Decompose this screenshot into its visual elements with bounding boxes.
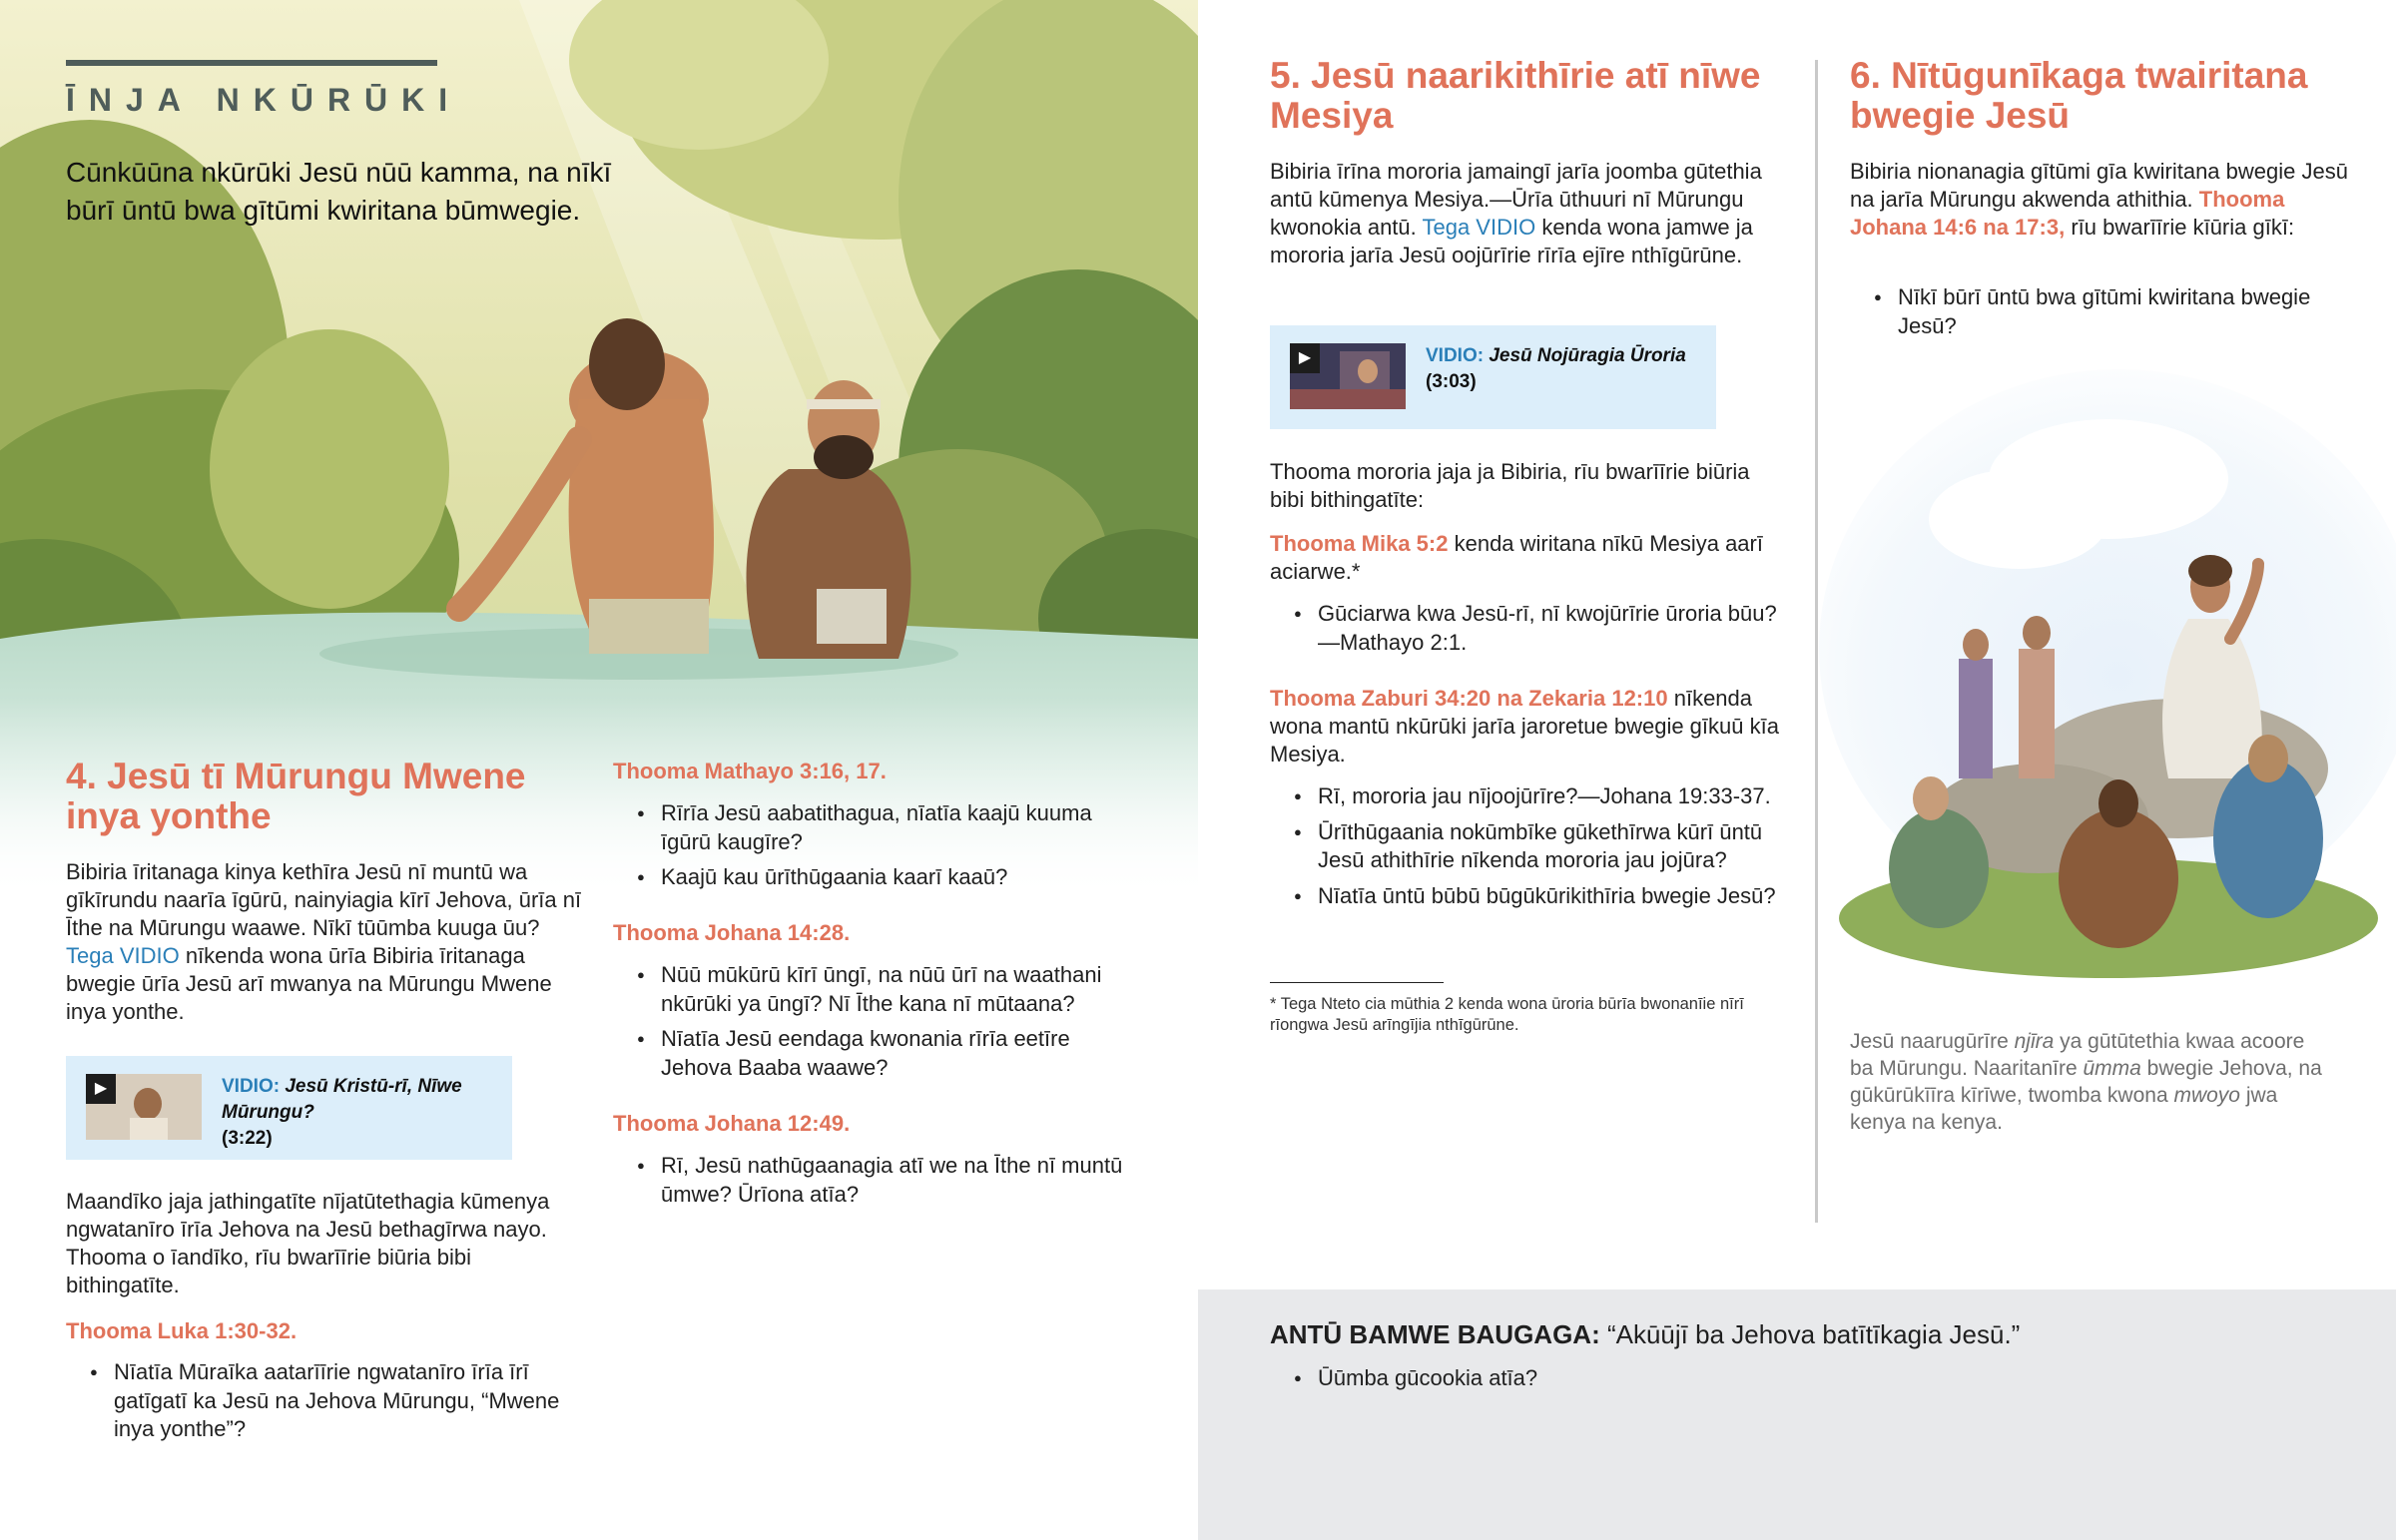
caption-italic: njīra — [2014, 1030, 2055, 1053]
video-title: Jesū Kristū-rī, Nīwe Mūrungu? — [222, 1076, 462, 1123]
question-item: ● Rīrīa Jesū aabatithagua, nīatīa kaajū kuuma īgūrū kaugīre? — [613, 799, 1132, 856]
video-label — [222, 1074, 512, 1152]
mika-questions — [1270, 600, 1789, 664]
question-item: ● Gūciarwa kwa Jesū-rī, nī kwojūrīrie ūroria būu?—Mathayo 2:1. — [1270, 600, 1789, 657]
video-duration: (3:03) — [1426, 371, 1477, 392]
section-4-para-text: Bibiria īritanaga kinya kethīra Jesū nī muntū wa gīkīrundu naarīa īgūrū, nainyiagia kīrī Jehova, ūrīa nī Īthe na Mūrungu waawe. Nīkī tūūmba kuuga ūu? — [66, 859, 582, 940]
question-item: ● Nīatīa ūntū būbū būgūkūrikithīria bwegie Jesū? — [1270, 882, 1789, 911]
caption-text: bwegie Jehova, na gūkūrūkīīra kīrīwe, twomba kwona — [1850, 1057, 2322, 1107]
video-card-jesus-god[interactable] — [66, 1056, 512, 1160]
johana-14-28-questions — [613, 961, 1132, 1089]
section-6-para-text: Bibiria nionanagia gītūmi gīa kwiritana bwegie Jesū na jarīa Mūrungu akwenda athithia. — [1850, 159, 2348, 212]
section-6-para-text-2: rīu bwarīīrie kīūria gīkī: — [2065, 215, 2295, 240]
video-card-prophecy[interactable] — [1270, 325, 1716, 429]
caption-text: Jesū naarugūrīre — [1850, 1030, 2015, 1053]
some-people-say-quote: “Akūūjī ba Jehova batītīkagia Jesū.” — [1599, 1319, 2021, 1349]
teaching-illustration — [1819, 349, 2396, 998]
section-4-paragraph — [66, 858, 585, 1026]
section-6-title-wrap — [1850, 56, 2349, 136]
caption-italic: mwoyo — [2173, 1084, 2240, 1107]
column-divider — [1815, 60, 1818, 1223]
video-duration: (3:22) — [222, 1128, 273, 1149]
question-item: ● Nīkī būrī ūntū bwa gītūmi kwiritana bwegie Jesū? — [1850, 283, 2349, 340]
mathayo-questions — [613, 799, 1132, 899]
question-item: ● Rī, mororia jau nījoojūrīre?—Johana 19:33-37. — [1270, 782, 1789, 811]
ref-mika[interactable]: Thooma Mika 5:2 — [1270, 531, 1449, 556]
section-5-para-text-2: kenda wona jamwe ja mororia jarīa Jesū oojūrīrie rīrīa ejīre nthīgūrūne. — [1270, 215, 1753, 267]
section-4-para-text-2: nīkenda wona ūrīa Bibiria īritanaga bwegie ūrīa Jesū arī mwanya na Mūrungu Mwene inya yonthe. — [66, 943, 552, 1024]
ref-luka[interactable]: Thooma Luka 1:30-32. — [66, 1318, 298, 1343]
video-prefix: VIDIO: — [1426, 345, 1485, 366]
play-icon[interactable]: ▶ — [86, 1074, 116, 1104]
caption-italic: ūmma — [2083, 1057, 2141, 1080]
section-5-paragraph-2: Thooma mororia jaja ja Bibiria, rīu bwarīīrie biūria bibi bithingatīte: — [1270, 459, 1750, 512]
section-5-title: 5. Jesū naarikithīrie atī nīwe Mesiya — [1270, 55, 1761, 136]
section-5-para-text: Bibiria īrīna mororia jamaingī jarīa joomba gūtethia antū kūmenya Mesiya.—Ūrīa ūthuuri nī Mūrungu kwonokia antū. — [1270, 159, 1762, 240]
section-6-paragraph — [1850, 158, 2349, 242]
mika-line — [1270, 530, 1789, 586]
footer-questions — [1270, 1364, 2069, 1400]
ref-zaburi-zekaria[interactable]: Thooma Zaburi 34:20 na Zekaria 12:10 — [1270, 686, 1668, 711]
section-4-title: 4. Jesū tī Mūrungu Mwene inya yonthe — [66, 756, 526, 836]
ref-johana-14-6[interactable]: Thooma Johana 14:6 na 17:3, — [1850, 187, 2285, 240]
video-prefix: VIDIO: — [222, 1076, 281, 1097]
johana-12-49-questions — [613, 1152, 1132, 1216]
some-people-say-label: ANTŪ BAMWE BAUGAGA: — [1270, 1319, 1600, 1349]
zaburi-questions — [1270, 782, 1789, 917]
footnote-rule — [1270, 982, 1444, 983]
section-5-title-wrap — [1270, 56, 1789, 136]
question-item: ● Nīatīa Mūraīka aatarīīrie ngwatanīro īrīa īrī gatīgatī ka Jesū na Jehova Mūrungu, “Mwene inya yonthe”? — [66, 1358, 585, 1444]
kicker-rule — [66, 60, 437, 66]
video-label — [1426, 343, 1686, 395]
intro-text: Cūnkūūna nkūrūki Jesū nūū kamma, na nīkī būrī ūntū bwa gītūmi kwiritana būmwegie. — [66, 157, 612, 226]
section-6-title: 6. Nītūgunīkaga twairitana bwegie Jesū — [1850, 55, 2308, 136]
ref-mathayo[interactable]: Thooma Mathayo 3:16, 17. — [613, 759, 887, 783]
section-5-video-link[interactable]: Tega VIDIO — [1422, 215, 1536, 240]
luka-questions — [66, 1358, 585, 1451]
mika-text: kenda wiritana nīkū Mesiya aarī aciarwe.* — [1270, 531, 1763, 584]
illustration-caption — [1850, 1028, 2329, 1136]
section-5-paragraph — [1270, 158, 1789, 269]
video-title: Jesū Nojūragia Ūroria — [1489, 345, 1686, 366]
zaburi-text: nīkenda wona mantū nkūrūki jarīa jaroretue bwegie gīkuū kīa Mesiya. — [1270, 686, 1779, 767]
question-item: ● Nīatīa Jesū eendaga kwonania rīrīa eetīre Jehova Baaba waawe? — [613, 1025, 1132, 1082]
section-kicker: ĪNJA NKŪRŪKI — [66, 82, 462, 118]
question-item: ● Nūū mūkūrū kīrī ūngī, na nūū ūrī na waathani nkūrūki ya ūngī? Nī Īthe kana nī mūtaana? — [613, 961, 1132, 1018]
caption-text: ya gūtūtethia kwaa acoore ba Mūrungu. Naaritanīre — [1850, 1030, 2305, 1080]
section-6-questions — [1850, 283, 2349, 347]
footnote: * Tega Nteto cia mūthia 2 kenda wona ūroria būrīa bwonanīie nīrī rīongwa Jesū arīngījia nthīgūrūne. — [1270, 995, 1744, 1034]
section-4-paragraph-2: Maandīko jaja jathingatīte nījatūtethagia kūmenya ngwatanīro īrīa Jehova na Jesū bethagīrwa nayo. Thooma o īandīko, rīu bwarīīrie biūria bibi bithingatīte. — [66, 1189, 550, 1297]
ref-johana-12-49[interactable]: Thooma Johana 12:49. — [613, 1111, 851, 1136]
question-item: ● Ūūmba gūcookia atīa? — [1270, 1364, 2069, 1393]
caption-text: jwa kenya na kenya. — [1850, 1084, 2278, 1134]
some-people-say-line — [1270, 1317, 2348, 1351]
question-item: ● Ūrīthūgaania nokūmbīke gūkethīrwa kūrī ūntū Jesū athithīrie nīkenda mororia jau jojūra? — [1270, 818, 1789, 875]
play-icon[interactable]: ▶ — [1290, 343, 1320, 373]
ref-johana-14-28[interactable]: Thooma Johana 14:28. — [613, 920, 851, 945]
section-4-video-link[interactable]: Tega VIDIO — [66, 943, 180, 968]
question-item: ● Kaajū kau ūrīthūgaania kaarī kaaū? — [613, 863, 1132, 892]
question-item: ● Rī, Jesū nathūgaanagia atī we na Īthe nī muntū ūmwe? Ūrīona atīa? — [613, 1152, 1132, 1209]
zaburi-line — [1270, 685, 1789, 769]
section-4-title-wrap — [66, 757, 585, 836]
